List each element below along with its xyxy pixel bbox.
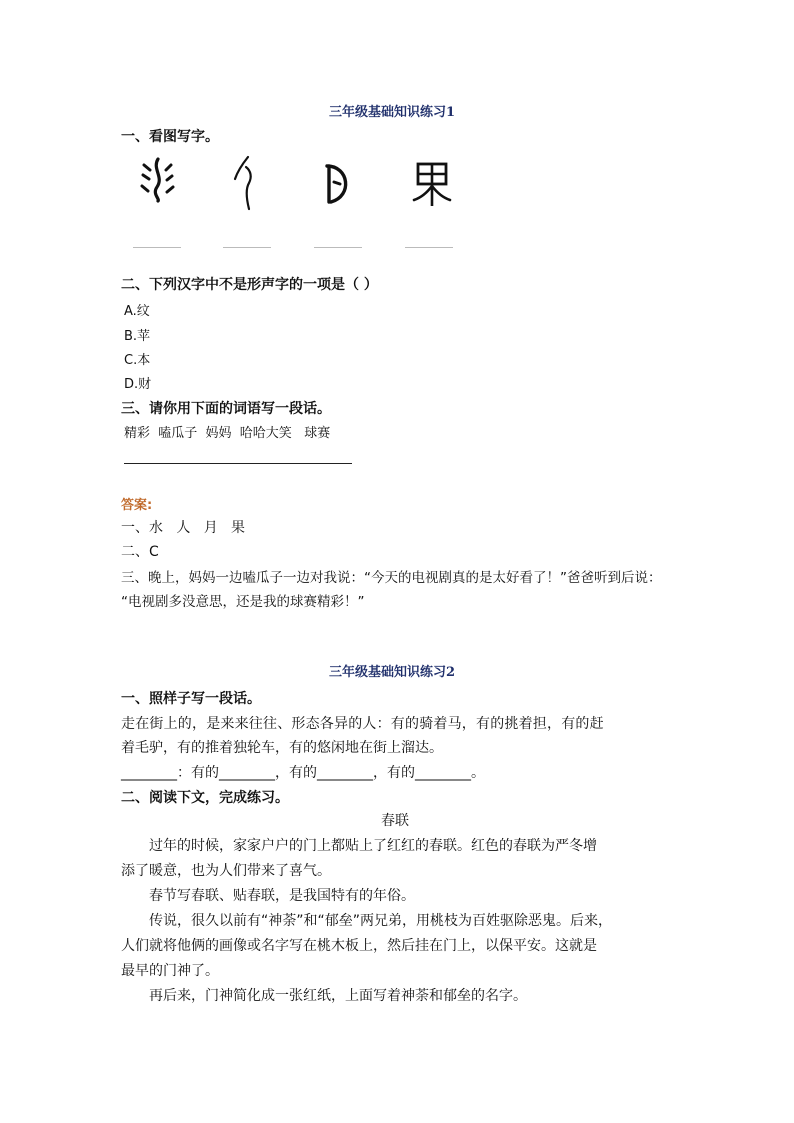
passage-p2: 春节写春联、贴春联，是我国特有的年俗。 bbox=[149, 888, 415, 904]
answer-1: 一、水 人 月 果 bbox=[121, 520, 246, 536]
ancient-moon-glyph-icon bbox=[321, 160, 357, 206]
option-c: C.本 bbox=[124, 353, 151, 368]
ancient-person-glyph-icon bbox=[228, 153, 260, 213]
answers-label: 答案: bbox=[121, 498, 153, 513]
passage-p3-line1: 传说，很久以前有“神荼”和“郁垒”两兄弟，用桃枝为百姓驱除恶鬼。后来， bbox=[149, 913, 613, 929]
answer-3-line2: “电视剧多没意思，还是我的球赛精彩！” bbox=[121, 594, 365, 610]
answer-3-line1: 三、晚上，妈妈一边嗑瓜子一边对我说：“今天的电视剧真的是太好看了！”爸爸听到后说： bbox=[121, 570, 662, 586]
ancient-water-glyph-icon bbox=[138, 155, 178, 203]
passage-p3-line3: 最早的门神了。 bbox=[121, 963, 219, 979]
passage-p4: 再后来，门神简化成一张红纸，上面写着神荼和郁垒的名字。 bbox=[149, 988, 527, 1004]
exercise1-question1: 一、看图写字。 bbox=[121, 129, 219, 145]
answer-blank-3[interactable] bbox=[314, 247, 362, 248]
example-line-1: 走在街上的，是来来往往、形态各异的人：有的骑着马，有的挑着担，有的赶 bbox=[121, 716, 604, 732]
option-d: D.财 bbox=[124, 377, 152, 392]
example-line-2: 着毛驴，有的推着独轮车，有的悠闲地在街上溜达。 bbox=[121, 740, 443, 756]
answer-blank-2[interactable] bbox=[223, 247, 271, 248]
ancient-fruit-glyph-icon bbox=[410, 160, 454, 208]
exercise2-question2: 二、阅读下文，完成练习。 bbox=[121, 790, 289, 806]
fill-in-line[interactable]: ________：有的________，有的________，有的________。 bbox=[121, 765, 485, 781]
option-a: A.纹 bbox=[124, 304, 150, 319]
answer-blank-1[interactable] bbox=[133, 247, 181, 248]
exercise1-question2: 二、下列汉字中不是形声字的一项是（ ） bbox=[121, 277, 378, 293]
option-b: B.苹 bbox=[124, 329, 151, 344]
passage-p1-line2: 添了暖意，也为人们带来了喜气。 bbox=[121, 863, 331, 879]
answer-2: 二、C bbox=[121, 544, 159, 560]
exercise2-question1: 一、照样子写一段话。 bbox=[121, 691, 261, 707]
passage-title: 春联 bbox=[381, 813, 409, 829]
exercise1-title: 三年级基础知识练习1 bbox=[329, 105, 456, 120]
passage-p1-line1: 过年的时候，家家户户的门上都贴上了红红的春联。红色的春联为严冬增 bbox=[149, 838, 597, 854]
exercise2-title: 三年级基础知识练习2 bbox=[329, 665, 456, 680]
word-list: 精彩 嗑瓜子 妈妈 哈哈大笑 球赛 bbox=[124, 426, 331, 441]
passage-p3-line2: 人们就将他俩的画像或名字写在桃木板上，然后挂在门上，以保平安。这就是 bbox=[121, 938, 597, 954]
exercise1-question3: 三、请你用下面的词语写一段话。 bbox=[121, 401, 331, 417]
answer-blank-4[interactable] bbox=[405, 247, 453, 248]
writing-line[interactable] bbox=[124, 463, 352, 464]
